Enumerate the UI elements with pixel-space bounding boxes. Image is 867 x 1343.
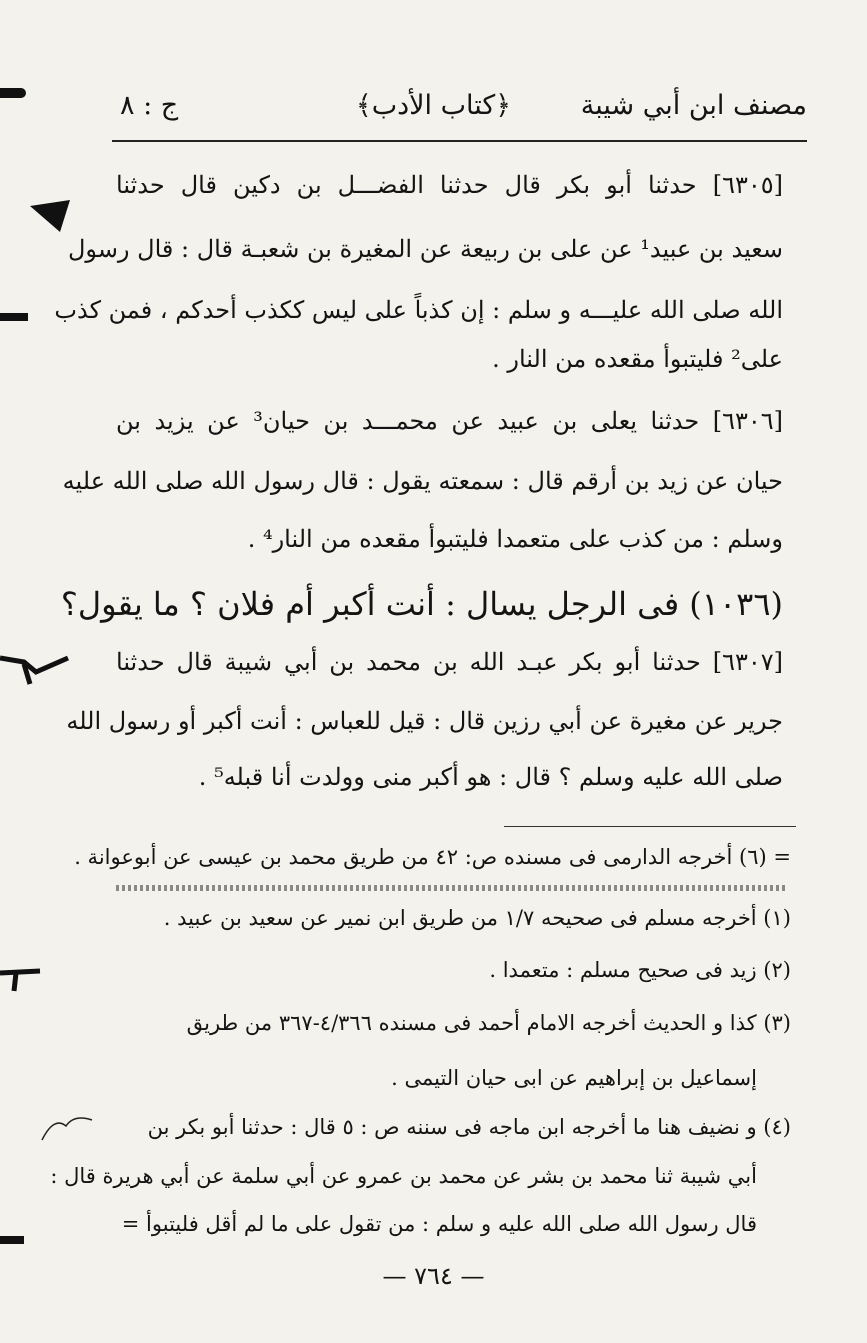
footnote-rule — [504, 826, 796, 827]
scan-mark — [0, 313, 28, 321]
header-rule — [112, 140, 807, 142]
book-title: مصنف ابن أبي شيبة — [580, 90, 807, 121]
text-line: [٦٣٠٦] حدثنا يعلى بن عبيد عن محمـــد بن حيان³ عن يزيد بن — [116, 407, 784, 435]
page-number: — ٧٦٤ — — [382, 1262, 485, 1290]
text-line: [٦٣٠٧] حدثنا أبو بكر عبـد الله بن محمد بن أبي شيبة قال حدثنا — [116, 648, 783, 676]
volume-number: ج : ٨ — [120, 90, 179, 121]
scan-mark — [0, 88, 26, 98]
chapter-title: ﴿كتاب الأدب﴾ — [355, 90, 512, 121]
text-line: سعيد بن عبيد¹ عن على بن ربيعة عن المغيرة بن شعبـة قال : قال رسول — [67, 235, 783, 263]
scan-mark — [0, 965, 46, 995]
footnote: (٤) و نضيف هنا ما أخرجه ابن ماجه فى سننه ص : ٥ قال : حدثنا أبو بكر بن — [147, 1115, 791, 1139]
text-line: على² فليتبوأ مقعده من النار . — [492, 345, 783, 373]
text-line: وسلم : من كذب على متعمدا فليتبوأ مقعده من النار⁴ . — [247, 525, 783, 553]
scan-mark — [0, 1236, 24, 1244]
text-line: الله صلى الله عليـــه و سلم : إن كذباً على ليس ككذب أحدكم ، فمن كذب — [54, 296, 783, 324]
footnote: أبي شيبة ثنا محمد بن بشر عن محمد بن عمرو عن أبي سلمة عن أبي هريرة قال : — [50, 1164, 757, 1188]
text-line: [٦٣٠٥] حدثنا أبو بكر قال حدثنا الفضـــل بن دكين قال حدثنا — [116, 171, 783, 199]
section-heading: (١٠٣٦) فى الرجل يسال : أنت أكبر أم فلان ؟ ما يقول؟ — [60, 585, 783, 623]
scan-mark — [30, 198, 74, 234]
footnote: (٢) زيد فى صحيح مسلم : متعمدا . — [489, 958, 791, 982]
footnote: = (٦) أخرجه الدارمى فى مسنده ص: ٤٢ من طريق محمد بن عيسى عن أبوعوانة . — [74, 845, 791, 869]
scan-mark — [40, 1110, 94, 1150]
footnote: قال رسول الله صلى الله عليه و سلم : من تقول على ما لم أقل فليتبوأ = — [121, 1212, 757, 1236]
footnote: إسماعيل بن إبراهيم عن ابى حيان التيمى . — [391, 1066, 757, 1090]
scan-mark — [0, 650, 70, 690]
footnote: (٣) كذا و الحديث أخرجه الامام أحمد فى مسنده ٤/٣٦٦-٣٦٧ من طريق — [186, 1011, 791, 1035]
text-line: جرير عن مغيرة عن أبي رزين قال : قيل للعباس : أنت أكبر أو رسول الله — [66, 707, 783, 735]
footnote-divider — [116, 885, 787, 891]
text-line: حيان عن زيد بن أرقم قال : سمعته يقول : قال رسول الله صلى الله عليه — [62, 467, 783, 495]
text-line: صلى الله عليه وسلم ؟ قال : هو أكبر منى وولدت أنا قبله⁵ . — [198, 763, 783, 791]
footnote: (١) أخرجه مسلم فى صحيحه ١/٧ من طريق ابن نمير عن سعيد بن عبيد . — [163, 906, 791, 930]
